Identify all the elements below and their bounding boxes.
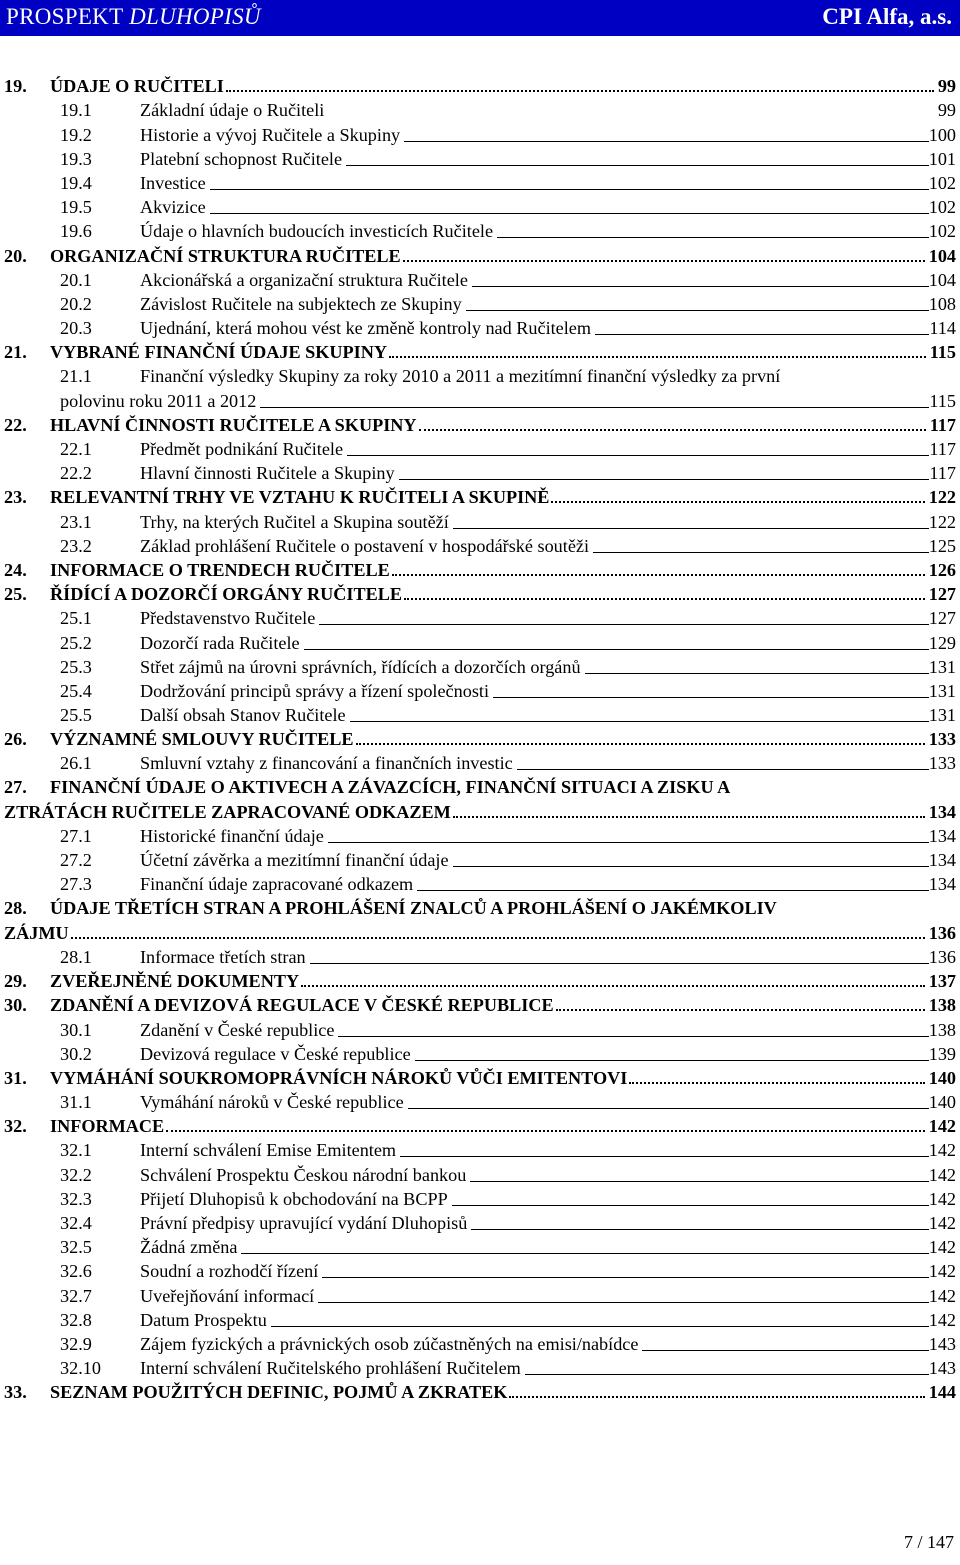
toc-page-number: 115 (929, 390, 956, 411)
toc-page-number: 122 (928, 511, 956, 532)
toc-section-entry[interactable] (0, 1138, 960, 1162)
toc-leader (453, 866, 929, 867)
toc-section-entry[interactable] (0, 437, 960, 461)
toc-section-entry[interactable] (0, 509, 960, 533)
toc-entry-number: 28. (4, 898, 27, 919)
toc-entry-number: 27.1 (60, 826, 92, 846)
toc-page-number: 125 (928, 535, 956, 556)
toc-entry-title: ORGANIZAČNÍ STRUKTURA RUČITELE (50, 245, 401, 266)
toc-entry-number: 20.1 (60, 269, 92, 290)
toc-page-number: 100 (928, 124, 956, 145)
toc-section-entry[interactable] (0, 534, 960, 558)
toc-entry-number: 31. (4, 1067, 27, 1088)
toc-entry-number: 24. (4, 559, 27, 580)
toc-entry-title: ÚDAJE TŘETÍCH STRAN A PROHLÁŠENÍ ZNALCŮ A PROHLÁŠENÍ O JAKÉMKOLIV (50, 898, 777, 919)
toc-section-entry[interactable] (0, 292, 960, 316)
toc-entry-title: Dozorčí rada Ručitele (140, 632, 300, 653)
toc-entry-number: 32. (4, 1116, 27, 1137)
toc-page-number: 131 (928, 656, 956, 677)
toc-entry-title: Zdanění v České republice (140, 1019, 335, 1040)
toc-section-entry[interactable] (0, 703, 960, 727)
toc-entry-title: Finanční údaje zapracované odkazem (140, 874, 414, 895)
toc-entry-number: 32.2 (60, 1164, 92, 1185)
toc-entry-title: Účetní závěrka a mezitímní finanční údaje (140, 850, 449, 871)
toc-page-number: 138 (928, 1019, 956, 1040)
toc-chapter-entry[interactable] (0, 413, 960, 437)
toc-section-entry[interactable] (0, 872, 960, 896)
toc-leader (453, 528, 929, 529)
toc-leader (319, 624, 928, 625)
toc-chapter-entry[interactable] (0, 775, 960, 823)
toc-entry-number: 28.1 (60, 946, 92, 967)
toc-page-number: 142 (928, 1116, 956, 1137)
toc-entry-line (0, 388, 960, 412)
toc-leader (470, 1181, 928, 1182)
toc-leader (404, 598, 925, 600)
toc-entry-number: 23. (4, 487, 27, 508)
toc-entry-title: Předmět podnikání Ručitele (140, 439, 344, 459)
toc-entry-title: ŘÍDÍCÍ A DOZORČÍ ORGÁNY RUČITELE (50, 584, 403, 605)
toc-page-number: 143 (928, 1358, 956, 1379)
company-name: CPI Alfa, a.s. (822, 4, 952, 29)
toc-section-entry[interactable] (0, 1187, 960, 1211)
toc-leader (389, 356, 926, 358)
toc-entry-title: Střet zájmů na úrovni správních, řídících a dozorčích orgánů (140, 656, 581, 677)
toc-leader (509, 1396, 924, 1398)
toc-leader (271, 1326, 929, 1327)
toc-entry-title: ZDANĚNÍ A DEVIZOVÁ REGULACE V ČESKÉ REPUBLICE (50, 995, 554, 1016)
toc-page-number: 138 (928, 995, 956, 1016)
toc-entry-number: 32.1 (60, 1140, 92, 1161)
toc-entry-title: Vymáhání nároků v České republice (140, 1092, 404, 1113)
toc-entry-number: 25.2 (60, 632, 92, 653)
toc-entry-number: 25. (4, 584, 27, 605)
toc-section-entry[interactable] (0, 219, 960, 243)
toc-entry-title: Finanční výsledky Skupiny za roky 2010 a 2011 a mezitímní finanční výsledky za první (140, 366, 781, 387)
toc-leader (517, 769, 929, 770)
toc-entry-title: Historie a vývoj Ručitele a Skupiny (140, 124, 401, 145)
toc-entry-title: Představenstvo Ručitele (140, 608, 316, 629)
toc-section-entry[interactable] (0, 195, 960, 219)
toc-page-number: 143 (928, 1333, 956, 1354)
toc-leader (166, 1130, 925, 1132)
toc-section-entry[interactable] (0, 171, 960, 195)
toc-entry-title: FINANČNÍ ÚDAJE O AKTIVECH A ZÁVAZCÍCH, FINANČNÍ SITUACI A ZISKU A (50, 777, 731, 798)
toc-leader (322, 1277, 928, 1278)
toc-entry-title: Akcionářská a organizační struktura Ručitele (140, 269, 468, 290)
toc-entry-number: 32.4 (60, 1213, 92, 1233)
toc-chapter-entry[interactable] (0, 485, 960, 509)
toc-page-number: 126 (928, 559, 956, 580)
toc-page-number: 136 (928, 946, 956, 967)
toc-section-entry[interactable] (0, 122, 960, 146)
toc-entry-title: Přijetí Dluhopisů k obchodování na BCPP (140, 1188, 448, 1209)
toc-entry-line (0, 896, 960, 920)
toc-entry-title: Žádná změna (140, 1237, 238, 1258)
toc-chapter-entry[interactable] (0, 582, 960, 606)
toc-entry-title: SEZNAM POUŽITÝCH DEFINIC, POJMŮ A ZKRATEK (50, 1382, 508, 1403)
toc-leader (210, 189, 929, 190)
toc-entry-number: 26.1 (60, 753, 92, 774)
toc-entry-number: 20.2 (60, 293, 92, 314)
toc-leader (241, 1253, 928, 1254)
toc-leader (350, 721, 929, 722)
toc-entry-line (0, 800, 960, 824)
toc-page-number: 127 (928, 608, 956, 629)
toc-entry-number: 30.1 (60, 1019, 92, 1040)
toc-page-number: 134 (928, 826, 956, 846)
toc-entry-number: 19.4 (60, 172, 92, 193)
toc-page-number: 142 (928, 1237, 956, 1258)
toc-entry-number: 30. (4, 995, 27, 1016)
toc-entry-number: 21.1 (60, 366, 92, 387)
toc-leader (452, 1205, 929, 1206)
toc-leader (310, 963, 929, 964)
toc-entry-number: 32.9 (60, 1333, 92, 1354)
toc-entry-number: 32.10 (60, 1358, 101, 1379)
toc-entry-number: 22.2 (60, 463, 92, 484)
toc-entry-title-continued: ZTRÁTÁCH RUČITELE ZAPRACOVANÉ ODKAZEM (4, 801, 451, 822)
toc-leader (399, 479, 930, 480)
toc-leader (585, 673, 929, 674)
toc-entry-number: 32.8 (60, 1309, 92, 1330)
toc-entry-title: Údaje o hlavních budoucích investicích Ručitele (140, 221, 494, 242)
toc-leader (392, 574, 925, 576)
toc-section-entry[interactable] (0, 1332, 960, 1356)
toc-leader (210, 213, 929, 214)
toc-entry-title: Závislost Ručitele na subjektech ze Skupiny (140, 293, 462, 314)
toc-leader (466, 310, 929, 311)
toc-leader (301, 985, 925, 987)
toc-entry-title: Soudní a rozhodčí řízení (140, 1261, 319, 1282)
toc-section-entry[interactable] (0, 1211, 960, 1235)
toc-entry-number: 19.1 (60, 100, 92, 121)
toc-section-entry[interactable] (0, 945, 960, 969)
toc-entry-title: Základ prohlášení Ručitele o postavení v hospodářské soutěži (140, 535, 590, 556)
toc-page-number: 104 (928, 269, 956, 290)
toc-section-entry[interactable] (0, 364, 960, 412)
toc-chapter-entry[interactable] (0, 969, 960, 993)
toc-entry-title: Hlavní činnosti Ručitele a Skupiny (140, 463, 395, 484)
toc-leader (551, 501, 924, 503)
toc-leader (304, 649, 929, 650)
toc-entry-number: 26. (4, 729, 27, 750)
toc-entry-number: 27.2 (60, 850, 92, 871)
toc-chapter-entry[interactable] (0, 1114, 960, 1138)
toc-leader (471, 1229, 928, 1230)
toc-page-number: 127 (928, 584, 956, 605)
toc-entry-number: 22.1 (60, 439, 92, 459)
toc-page-number: 102 (928, 197, 956, 218)
toc-entry-number: 19.5 (60, 197, 92, 218)
toc-leader (629, 1082, 924, 1084)
toc-entry-title: ZVEŘEJNĚNÉ DOKUMENTY (50, 971, 300, 992)
toc-chapter-entry[interactable] (0, 558, 960, 582)
toc-entry-number: 20.3 (60, 318, 92, 339)
toc-page-number: 117 (929, 439, 956, 459)
toc-section-entry[interactable] (0, 268, 960, 292)
toc-leader (497, 237, 929, 238)
toc-entry-number: 23.2 (60, 535, 92, 556)
toc-section-entry[interactable] (0, 1162, 960, 1186)
toc-page-number: 142 (928, 1164, 956, 1185)
toc-leader (415, 1060, 929, 1061)
toc-page-number: 142 (928, 1261, 956, 1282)
toc-entry-title: INFORMACE (50, 1116, 165, 1137)
toc-page-number: 104 (928, 245, 956, 266)
toc-page-number: 142 (928, 1140, 956, 1161)
toc-page-number: 114 (929, 318, 956, 339)
toc-entry-title: RELEVANTNÍ TRHY VE VZTAHU K RUČITELI A SKUPINĚ (50, 487, 550, 508)
toc-leader (338, 1036, 928, 1037)
toc-leader (404, 141, 929, 142)
toc-leader (525, 1374, 929, 1375)
toc-entry-title: Základní údaje o Ručiteli (140, 100, 325, 121)
toc-section-entry[interactable] (0, 1042, 960, 1066)
toc-section-entry[interactable] (0, 1283, 960, 1307)
toc-page-number: 139 (928, 1043, 956, 1064)
toc-entry-title: Schválení Prospektu Českou národní bankou (140, 1164, 467, 1185)
toc-page-number: 142 (928, 1285, 956, 1306)
toc-leader (642, 1350, 928, 1351)
toc-entry-title: Zájem fyzických a právnických osob zúčastněných na emisi/nabídce (140, 1333, 639, 1354)
toc-leader (346, 165, 929, 166)
toc-entry-title: Historické finanční údaje (140, 826, 324, 846)
toc-entry-title: VÝZNAMNÉ SMLOUVY RUČITELE (50, 729, 354, 750)
toc-leader (417, 890, 929, 891)
toc-entry-number: 29. (4, 971, 27, 992)
toc-page-number: 102 (928, 172, 956, 193)
toc-chapter-entry[interactable] (0, 1066, 960, 1090)
toc-section-entry[interactable] (0, 1356, 960, 1380)
toc-entry-number: 19.2 (60, 124, 92, 145)
toc-entry-title: Datum Prospektu (140, 1309, 267, 1330)
toc-entry-title: Interní schválení Ručitelského prohlášení Ručitelem (140, 1358, 521, 1379)
toc-section-entry[interactable] (0, 751, 960, 775)
toc-entry-title: Akvizice (140, 197, 206, 218)
toc-page-number: 134 (928, 874, 956, 895)
toc-entry-title: Uveřejňování informací (140, 1285, 315, 1306)
toc-entry-title: Interní schválení Emise Emitentem (140, 1140, 397, 1161)
toc-leader (419, 429, 926, 431)
toc-chapter-entry[interactable] (0, 727, 960, 751)
toc-section-entry[interactable] (0, 679, 960, 703)
toc-section-entry[interactable] (0, 655, 960, 679)
toc-entry-title: VYMÁHÁNÍ SOUKROMOPRÁVNÍCH NÁROKŮ VŮČI EMITENTOVI (50, 1067, 628, 1088)
toc-entry-title: ÚDAJE O RUČITELI (50, 76, 224, 97)
toc-leader (493, 697, 929, 698)
toc-section-entry[interactable] (0, 147, 960, 171)
toc-entry-number: 27. (4, 777, 27, 798)
toc-entry-number: 23.1 (60, 511, 92, 532)
toc-page-number: 136 (928, 922, 956, 943)
toc-section-entry[interactable] (0, 1017, 960, 1041)
toc-page-number: 140 (928, 1067, 956, 1088)
toc-entry-title: Devizová regulace v České republice (140, 1043, 411, 1064)
toc-entry-title: Investice (140, 172, 206, 193)
toc-page-number: 142 (928, 1309, 956, 1330)
toc-entry-number: 30.2 (60, 1043, 92, 1064)
toc-leader (595, 334, 929, 335)
toc-leader (472, 286, 929, 287)
toc-page-number: 137 (928, 971, 956, 992)
toc-page-number: 131 (928, 680, 956, 701)
toc-leader (347, 455, 929, 456)
toc-entry-number: 32.3 (60, 1188, 92, 1209)
toc-entry-number: 19.6 (60, 221, 92, 242)
toc-leader (400, 1156, 929, 1157)
page-header (0, 0, 960, 36)
toc-section-entry[interactable] (0, 606, 960, 630)
toc-page-number: 102 (928, 221, 956, 242)
toc-section-entry[interactable] (0, 461, 960, 485)
toc-page-number: 99 (937, 100, 956, 121)
toc-chapter-entry[interactable] (0, 896, 960, 944)
toc-section-entry[interactable] (0, 1235, 960, 1259)
toc-page-number: 144 (928, 1382, 956, 1403)
toc-leader (260, 407, 929, 408)
toc-page-number: 122 (928, 487, 956, 508)
toc-chapter-entry[interactable] (0, 74, 960, 98)
toc-entry-number: 32.5 (60, 1237, 92, 1258)
toc-chapter-entry[interactable] (0, 340, 960, 364)
toc-entry-number: 25.1 (60, 608, 92, 629)
toc-entry-title-continued: ZÁJMU (4, 922, 69, 943)
toc-entry-number: 21. (4, 342, 27, 363)
toc-leader (453, 816, 925, 818)
toc-page-number: 134 (928, 850, 956, 871)
toc-entry-title: VYBRANÉ FINANČNÍ ÚDAJE SKUPINY (50, 342, 387, 363)
toc-entry-number: 25.3 (60, 656, 92, 677)
toc-leader (71, 937, 925, 939)
toc-entry-line (0, 921, 960, 945)
toc-entry-title: Trhy, na kterých Ručitel a Skupina soutěží (140, 511, 449, 532)
toc-section-entry[interactable] (0, 1090, 960, 1114)
toc-entry-number: 32.7 (60, 1285, 92, 1306)
toc-entry-title: Platební schopnost Ručitele (140, 148, 343, 169)
toc-page-number: 133 (928, 729, 956, 750)
toc-entry-number: 27.3 (60, 874, 92, 895)
toc-entry-title: Další obsah Stanov Ručitele (140, 705, 346, 726)
toc-section-entry[interactable] (0, 316, 960, 340)
toc-entry-title: Právní předpisy upravující vydání Dluhopisů (140, 1213, 468, 1233)
toc-entry-number: 33. (4, 1382, 27, 1403)
toc-page-number: 142 (928, 1188, 956, 1209)
toc-section-entry[interactable] (0, 1259, 960, 1283)
toc-entry-title: Informace třetích stran (140, 946, 306, 967)
document-title-italic: DLUHOPISŮ (129, 4, 261, 29)
toc-page-number: 108 (928, 293, 956, 314)
toc-chapter-entry[interactable] (0, 1380, 960, 1404)
toc-leader (318, 1302, 928, 1303)
toc-leader (356, 743, 925, 745)
toc-page-number: 131 (928, 705, 956, 726)
toc-page-number: 142 (928, 1213, 956, 1233)
toc-leader (556, 1009, 925, 1011)
toc-entry-title: Dodržování principů správy a řízení společnosti (140, 680, 489, 701)
toc-page-number: 117 (929, 414, 956, 435)
toc-section-entry[interactable] (0, 630, 960, 654)
toc-entry-number: 20. (4, 245, 27, 266)
toc-entry-number: 25.5 (60, 705, 92, 726)
toc-entry-title: Ujednání, která mohou vést ke změně kontroly nad Ručitelem (140, 318, 592, 339)
toc-entry-number: 25.4 (60, 680, 92, 701)
toc-entry-line (0, 775, 960, 799)
toc-entry-number: 19.3 (60, 148, 92, 169)
toc-entry-title: HLAVNÍ ČINNOSTI RUČITELE A SKUPINY (50, 414, 417, 435)
page-number: 7 / 147 (903, 1532, 954, 1552)
toc-section-entry[interactable] (0, 824, 960, 848)
toc-chapter-entry[interactable] (0, 993, 960, 1017)
toc-entry-title: INFORMACE O TRENDECH RUČITELE (50, 559, 390, 580)
toc-entry-number: 32.6 (60, 1261, 92, 1282)
toc-leader (408, 1108, 929, 1109)
document-title: PROSPEKT DLUHOPISŮ (6, 4, 261, 29)
toc-section-entry[interactable] (0, 98, 960, 122)
toc-entry-title: Smluvní vztahy z financování a finančních investic (140, 753, 513, 774)
toc-entry-number: 31.1 (60, 1092, 92, 1113)
toc-page-number: 133 (928, 753, 956, 774)
toc-page-number: 115 (929, 342, 956, 363)
toc-leader (593, 552, 929, 553)
toc-entry-number: 22. (4, 414, 27, 435)
toc-page-number: 140 (928, 1092, 956, 1113)
toc-entry-number: 19. (4, 76, 27, 97)
toc-page-number: 134 (928, 801, 956, 822)
toc-page-number: 99 (937, 76, 956, 97)
toc-entry-title-continued: polovinu roku 2011 a 2012 (60, 390, 257, 411)
toc-chapter-entry[interactable] (0, 243, 960, 267)
toc-page-number: 129 (928, 632, 956, 653)
toc-leader (328, 842, 929, 843)
toc-entry-line (0, 364, 960, 388)
toc-section-entry[interactable] (0, 1308, 960, 1332)
toc-leader (403, 260, 925, 262)
toc-leader (226, 90, 934, 92)
table-of-contents (0, 74, 960, 1404)
toc-section-entry[interactable] (0, 848, 960, 872)
toc-page-number: 101 (928, 148, 956, 169)
toc-page-number: 117 (929, 463, 956, 484)
